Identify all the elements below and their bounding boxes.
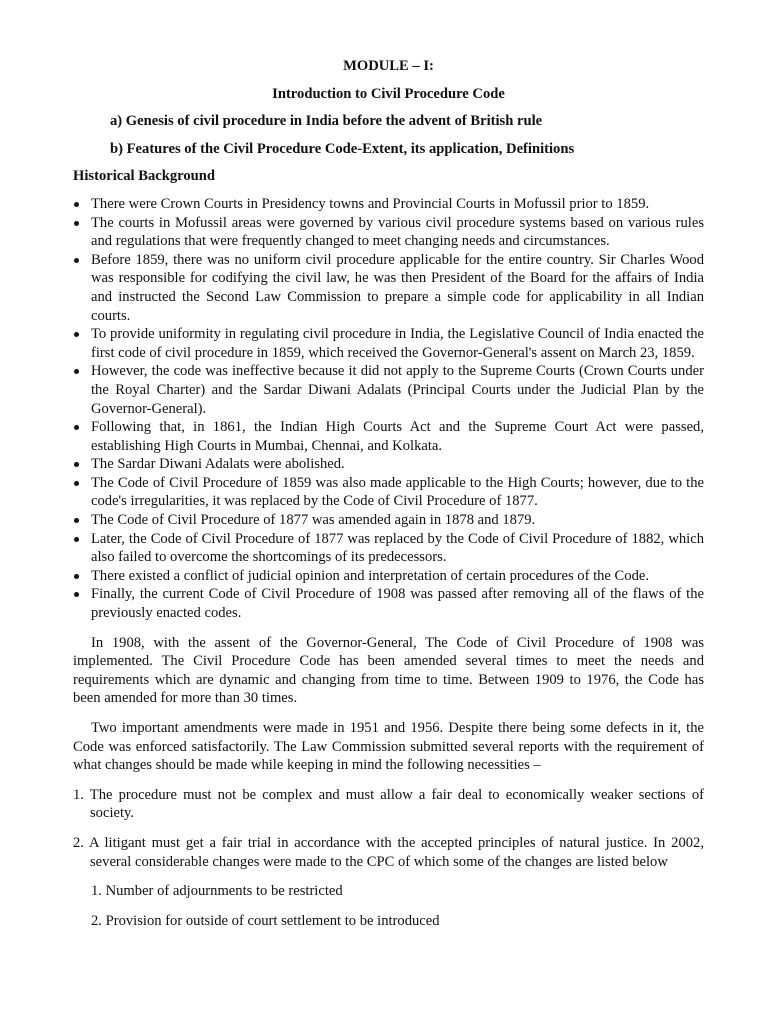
bullet-icon (74, 425, 79, 430)
bullet-item (73, 362, 704, 418)
module-title: MODULE – I: (343, 58, 434, 74)
bullet-icon (74, 258, 79, 263)
bullet-icon (74, 462, 79, 467)
bullet-text: Finally, the current Code of Civil Procedure of 1908 was passed after removing all of the flaws of the previously enacted codes. (91, 586, 704, 622)
bullet-icon (74, 574, 79, 579)
bullet-text: Following that, in 1861, the Indian High Courts Act and the Supreme Court Act were passed, establishing High Courts in Mumbai, Chennai, and Kolkata. (91, 419, 704, 454)
bullet-item (73, 214, 704, 251)
numbered-point-1: 1. The procedure must not be complex and must allow a fair deal to economically weaker sections of society. (73, 786, 704, 822)
bullet-text: The Sardar Diwani Adalats were abolished. (91, 456, 345, 473)
bullet-icon (74, 518, 79, 523)
document-page (73, 57, 704, 930)
bullet-icon (74, 202, 79, 207)
bullet-item (73, 511, 704, 530)
section-heading: Historical Background (73, 168, 216, 185)
bullet-text: However, the code was ineffective because it did not apply to the Supreme Courts (Crown Courts under the Royal Charter) and the Sardar Diwani Adalats (Principal Courts under the Judicial Plan by the Governor-General). (91, 363, 704, 417)
bullet-text: The courts in Mofussil areas were governed by various civil procedure systems based on various rules and regulations that were frequently changed to meet changing needs and circumstances. (91, 214, 704, 250)
numbered-point-2: 2. A litigant must get a fair trial in accordance with the accepted principles of natural justice. In 2002, several considerable changes were made to the CPC of which some of the changes are listed below (73, 834, 704, 870)
bullet-text: There were Crown Courts in Presidency towns and Provincial Courts in Mofussil prior to 1859. (91, 195, 650, 212)
bullet-item (73, 325, 704, 362)
bullet-text: There existed a conflict of judicial opinion and interpretation of certain procedures of the Code. (91, 567, 650, 584)
bullet-item (73, 251, 704, 325)
bullet-item (73, 474, 704, 511)
subheading-b: b) Features of the Civil Procedure Code-Extent, its application, Definitions (110, 140, 575, 157)
bullet-text: To provide uniformity in regulating civil procedure in India, the Legislative Council of India enacted the first code of civil procedure in 1859, which received the Governor-General's assent on March 23, 1859. (91, 326, 704, 361)
bullet-list (73, 195, 704, 623)
bullet-item (73, 567, 704, 586)
bullet-text: The Code of Civil Procedure of 1877 was amended again in 1878 and 1879. (91, 512, 536, 529)
sub-point-2: 2. Provision for outside of court settlement to be introduced (91, 912, 440, 929)
sub-point-1: 1. Number of adjournments to be restricted (91, 883, 343, 900)
bullet-item (73, 195, 704, 214)
bullet-icon (74, 332, 79, 337)
bullet-icon (74, 481, 79, 486)
bullet-icon (74, 221, 79, 226)
bullet-text: The Code of Civil Procedure of 1859 was also made applicable to the High Courts; however, due to the code's irregularities, it was replaced by the Code of Civil Procedure of 1877. (91, 474, 704, 510)
bullet-icon (74, 537, 79, 542)
bullet-item (73, 585, 704, 622)
paragraph-1908: In 1908, with the assent of the Governor-General, The Code of Civil Procedure of 1908 was implemented. The Civil Procedure Code has been amended several times to meet the needs and requirements which are dynamic and changing from time to time. Between 1909 to 1976, the Code has been amended for more than 30 times. (73, 634, 704, 707)
paragraph-amendments: Two important amendments were made in 1951 and 1956. Despite there being some defects in it, the Code was enforced satisfactorily. The Law Commission submitted several reports with the requirement of what changes should be made while keeping in mind the following necessities – (73, 720, 704, 774)
bullet-item (73, 530, 704, 567)
bullet-icon (74, 369, 79, 374)
bullet-item (73, 418, 704, 455)
subheading-a: a) Genesis of civil procedure in India before the advent of British rule (110, 113, 543, 130)
bullet-text: Before 1859, there was no uniform civil procedure applicable for the entire country. Sir Charles Wood was responsible for codifying the civil law, he was then President of the Board for the affairs of India and instructed the Second Law Commission to prepare a simple code for applicability in all Indian courts. (91, 251, 704, 324)
bullet-text: Later, the Code of Civil Procedure of 1877 was replaced by the Code of Civil Procedure of 1882, which also failed to overcome the shortcomings of its predecessors. (91, 530, 704, 566)
bullet-item (73, 455, 704, 474)
intro-title: Introduction to Civil Procedure Code (272, 85, 505, 102)
bullet-icon (74, 592, 79, 597)
